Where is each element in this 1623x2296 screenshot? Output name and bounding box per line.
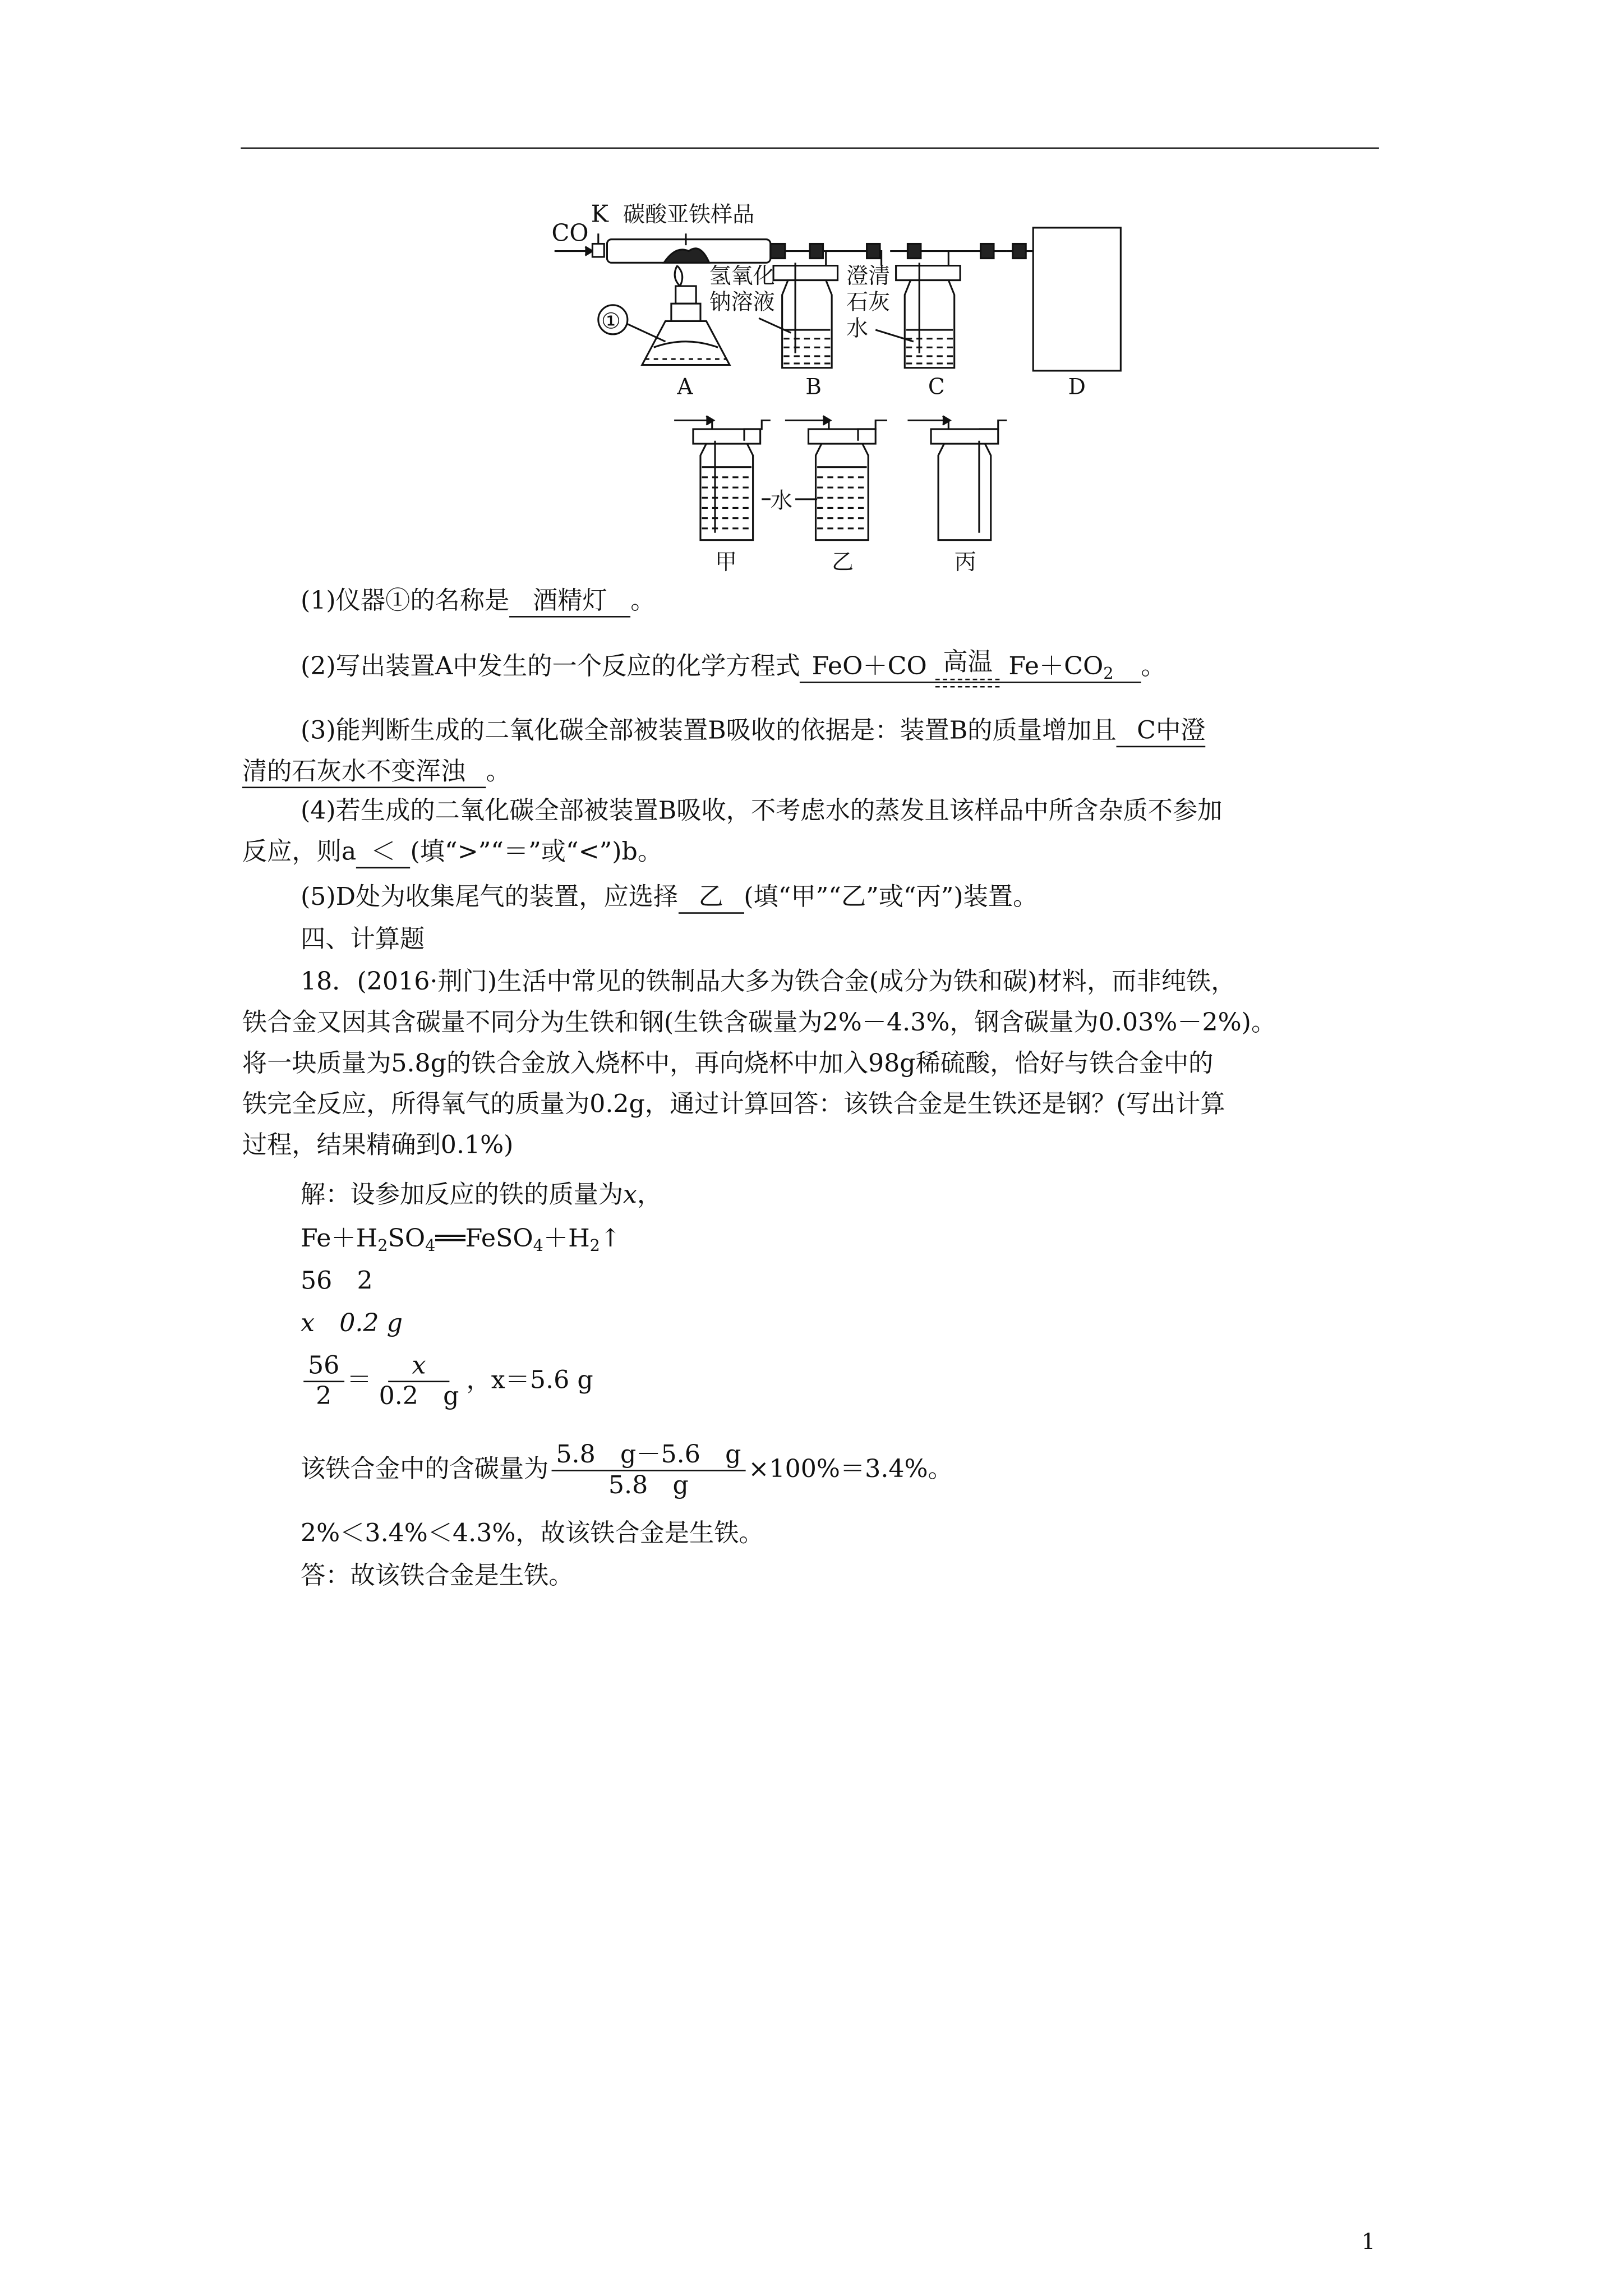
frac1-denominator: 2 (316, 1382, 332, 1412)
k-label: K (591, 200, 608, 228)
q4-answer: ＜ (356, 838, 410, 869)
q3-answer-1: C中澄 (1117, 717, 1206, 748)
apparatus-figure (525, 190, 1138, 581)
question-4-line-1 (301, 795, 1222, 827)
ratio-line-2: x 0.2 g (301, 1309, 403, 1339)
bottle-yi (762, 416, 887, 575)
carbon-content-line (301, 1438, 953, 1502)
question-2 (301, 648, 1166, 687)
label-jia: 甲 (714, 549, 737, 575)
co-label: CO (551, 219, 589, 247)
carbon-denominator: 5.8 g (608, 1471, 689, 1501)
question-5 (301, 882, 1038, 914)
q1-text: (1)仪器①的名称是 (301, 587, 510, 616)
q5-post: (填“甲”“乙”或“丙”)装置。 (744, 883, 1038, 913)
q18-line-2: 铁合金又因其含碳量不同分为生铁和钢(生铁含碳量为2%－4.3%，钢含碳量为0.03%－2%)。 (242, 1008, 1276, 1038)
header-rule (241, 148, 1379, 149)
q1-end: 。 (630, 587, 656, 616)
label-a: A (677, 374, 693, 400)
q4-pre: 反应，则a (242, 838, 357, 867)
label-d: D (1068, 374, 1086, 400)
carbon-pre: 该铁合金中的含碳量为 (301, 1455, 549, 1485)
device-d (948, 228, 1121, 400)
bottle-b (709, 251, 838, 400)
carbon-numerator: 5.8 g－5.6 g (552, 1441, 746, 1471)
q18-line-1: 18．(2016·荆门)生活中常见的铁制品大多为铁合金(成分为铁和碳)材料，而非纯铁， (301, 968, 1236, 997)
q18-line-5: 过程，结果精确到0.1%) (242, 1131, 514, 1161)
eq-part-a: Fe＋H (301, 1225, 378, 1254)
q2-rhs: Fe＋CO (1008, 652, 1104, 682)
bottle-c (846, 263, 960, 399)
solution-comma: ， (637, 1181, 662, 1211)
eq-part-b: 2 (377, 1236, 388, 1255)
q4-post: (填“>”“＝”或“<”)b。 (410, 838, 663, 867)
eq-part-g: ＋H (543, 1225, 590, 1254)
q2-lhs: FeO＋CO (811, 652, 927, 682)
label-yi: 乙 (832, 549, 854, 575)
bottle-bing (907, 416, 1007, 575)
circle-1-label: ① (601, 309, 621, 334)
q2-equals-sign (935, 678, 999, 687)
page-number: 1 (1361, 2229, 1376, 2256)
question-3-line-2 (242, 756, 511, 788)
section-4-heading: 四、计算题 (301, 925, 425, 955)
label-c: C (928, 374, 945, 400)
lime-label-1: 澄清 (846, 263, 891, 289)
q2-end: 。 (1141, 652, 1166, 682)
q2-answer (800, 647, 1141, 683)
q2-rhs-sub: 2 (1103, 664, 1114, 683)
tube-a (607, 203, 823, 263)
q3-text: (3)能判断生成的二氧化碳全部被装置B吸收的依据是：装置B的质量增加且 (301, 716, 1117, 746)
comparison-line: 2%＜3.4%＜4.3%，故该铁合金是生铁。 (301, 1519, 764, 1549)
answer-line: 答：故该铁合金是生铁。 (301, 1562, 574, 1591)
q2-condition-text: 高温 (943, 647, 993, 677)
carbon-fraction (552, 1441, 746, 1501)
q18-line-4: 铁完全反应，所得氧气的质量为0.2g，通过计算回答：该铁合金是生铁还是钢？(写出计算 (242, 1090, 1225, 1120)
frac2-denominator: 0.2 g (379, 1382, 459, 1412)
q3-answer-2: 清的石灰水不变浑浊 (242, 757, 486, 788)
water-label: 水 (770, 488, 792, 514)
q18-line-3: 将一块质量为5.8g的铁合金放入烧杯中，再向烧杯中加入98g稀硫酸，恰好与铁合金中的 (242, 1049, 1214, 1079)
q2-condition (935, 649, 999, 687)
solution-intro-text: 解：设参加反应的铁的质量为 (301, 1181, 624, 1211)
fraction-56-over-2 (303, 1351, 344, 1411)
ratio-line-1: 56 2 (301, 1267, 373, 1296)
reaction-equation (301, 1223, 621, 1255)
carbon-post: ×100%＝3.4%。 (748, 1455, 953, 1485)
bottle-jia (674, 416, 771, 575)
label-b: B (805, 374, 822, 400)
q1-answer: 酒精灯 (509, 587, 630, 618)
equals-sign: ＝ (347, 1366, 372, 1396)
lime-label-3: 水 (846, 316, 869, 342)
eq-part-c: SO (388, 1225, 426, 1254)
frac1-numerator: 56 (303, 1351, 344, 1382)
question-1 (301, 585, 656, 617)
eq-part-f: 4 (533, 1236, 543, 1255)
solution-var: x (623, 1181, 638, 1211)
question-3-line-1 (301, 715, 1205, 747)
question-4-line-2 (242, 836, 662, 868)
q2-text: (2)写出装置A中发生的一个反应的化学方程式 (301, 652, 800, 682)
co-inlet (552, 200, 609, 257)
sample-label: 碳酸亚铁样品 (623, 202, 755, 228)
eq-part-h: 2 (589, 1236, 600, 1255)
eq-part-d: 4 (425, 1236, 436, 1255)
lime-label-2: 石灰 (846, 289, 891, 315)
fraction-x-over-0-2g (375, 1351, 464, 1411)
eq-part-e: ══FeSO (435, 1225, 533, 1254)
label-bing: 丙 (954, 549, 976, 575)
frac2-numerator: x (389, 1351, 449, 1382)
q4-text: (4)若生成的二氧化碳全部被装置B吸收，不考虑水的蒸发且该样品中所含杂质不参加 (301, 797, 1223, 826)
naoh-label-1: 氢氧化 (709, 263, 775, 289)
result-x: ，x＝5.6 g (466, 1366, 593, 1396)
q5-answer: 乙 (678, 883, 744, 914)
solution-intro (301, 1179, 662, 1211)
proportion-equation (301, 1349, 593, 1412)
q3-end: 。 (486, 757, 511, 787)
naoh-label-2: 钠溶液 (709, 289, 775, 315)
eq-part-i: ↑ (600, 1225, 621, 1254)
q5-text: (5)D处为收集尾气的装置，应选择 (301, 883, 679, 913)
